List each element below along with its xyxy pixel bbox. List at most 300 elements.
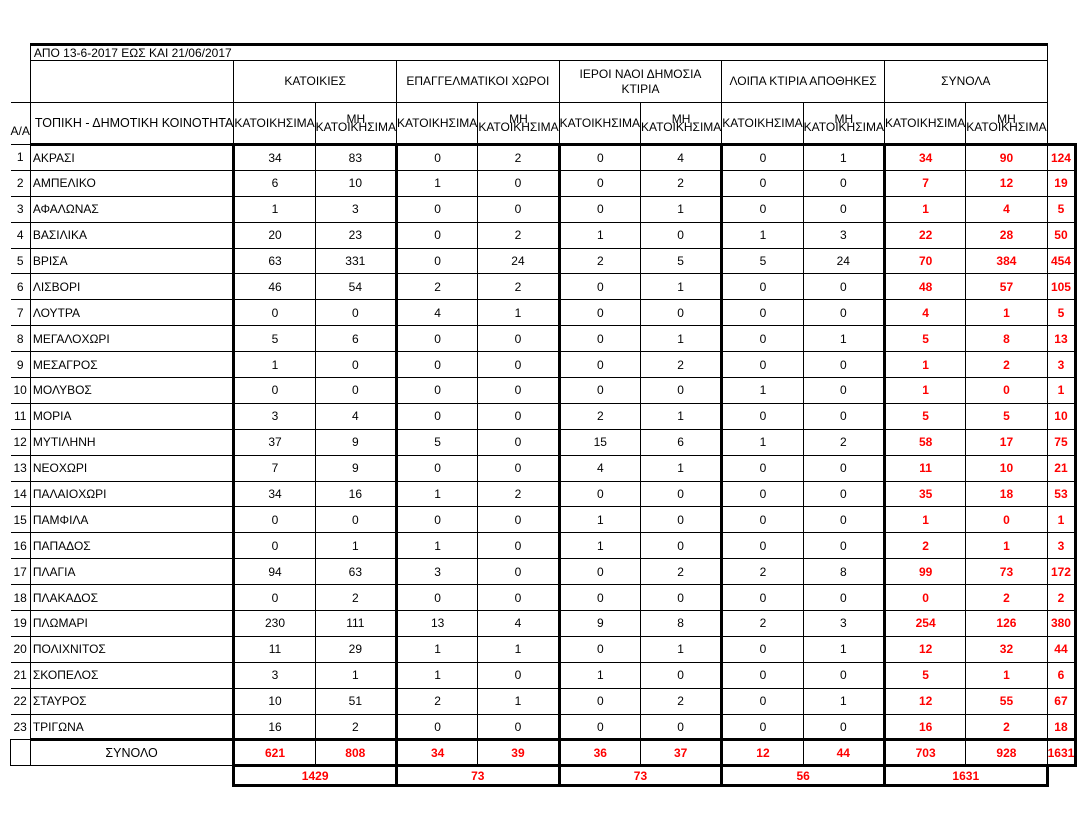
row-subtotal: 32 — [966, 636, 1047, 662]
table-row — [11, 300, 1076, 326]
sub-header-inhabited: ΚΑΤΟΙΚΗΣΙΜΑ — [396, 103, 477, 145]
group-sums-row — [11, 766, 1076, 786]
cell-value: 0 — [722, 688, 803, 714]
community-name: ΠΛΩΜΑΡΙ — [30, 611, 233, 637]
cell-value: 0 — [803, 481, 884, 507]
row-subtotal: 7 — [884, 170, 965, 196]
row-subtotal: 5 — [884, 403, 965, 429]
cell-value: 1 — [478, 300, 559, 326]
cell-value: 23 — [315, 222, 396, 248]
sub-header-not-inhabited: ΜΗ ΚΑΤΟΙΚΗΣΙΜΑ — [966, 103, 1047, 145]
group-sum: 1429 — [234, 766, 397, 786]
cell-value: 2 — [803, 429, 884, 455]
cell-value: 0 — [396, 403, 477, 429]
community-name: ΜΕΓΑΛΟΧΩΡΙ — [30, 326, 233, 352]
cell-value: 6 — [315, 326, 396, 352]
group-header-professional: ΕΠΑΓΓΕΛΜΑΤΙΚΟΙ ΧΩΡΟΙ — [396, 61, 559, 103]
row-subtotal: 57 — [966, 274, 1047, 300]
cell-value: 63 — [315, 559, 396, 585]
cell-value: 0 — [396, 507, 477, 533]
cell-value: 6 — [234, 170, 315, 196]
blank-corner — [11, 45, 31, 61]
community-name: ΜΟΛΥΒΟΣ — [30, 378, 233, 404]
cell-value: 0 — [640, 222, 721, 248]
row-subtotal: 90 — [966, 145, 1047, 171]
cell-value: 0 — [478, 455, 559, 481]
table-row — [11, 611, 1076, 637]
cell-value: 0 — [396, 248, 477, 274]
row-number: 23 — [11, 714, 31, 740]
row-number: 3 — [11, 196, 31, 222]
cell-value: 9 — [315, 429, 396, 455]
cell-value: 1 — [559, 533, 640, 559]
cell-value: 24 — [478, 248, 559, 274]
cell-value: 2 — [640, 352, 721, 378]
cell-value: 2 — [478, 481, 559, 507]
cell-value: 2 — [640, 170, 721, 196]
cell-value: 0 — [478, 585, 559, 611]
row-total: 3 — [1047, 352, 1076, 378]
cell-value: 15 — [559, 429, 640, 455]
table-row — [11, 585, 1076, 611]
cell-value: 1 — [559, 222, 640, 248]
cell-value: 0 — [559, 300, 640, 326]
cell-value: 20 — [234, 222, 315, 248]
cell-value: 1 — [396, 170, 477, 196]
row-total: 5 — [1047, 300, 1076, 326]
row-number: 7 — [11, 300, 31, 326]
cell-value: 24 — [803, 248, 884, 274]
row-subtotal: 254 — [884, 611, 965, 637]
row-subtotal: 11 — [884, 455, 965, 481]
row-subtotal: 18 — [966, 481, 1047, 507]
blank-cell — [11, 740, 31, 766]
row-subtotal: 48 — [884, 274, 965, 300]
cell-value: 2 — [315, 585, 396, 611]
row-total: 454 — [1047, 248, 1076, 274]
cell-value: 54 — [315, 274, 396, 300]
cell-value: 0 — [722, 274, 803, 300]
cell-value: 4 — [640, 145, 721, 171]
row-subtotal: 1 — [966, 662, 1047, 688]
row-subtotal: 12 — [884, 636, 965, 662]
row-subtotal: 1 — [966, 533, 1047, 559]
sub-header-inhabited: ΚΑΤΟΙΚΗΣΙΜΑ — [559, 103, 640, 145]
community-name: ΜΥΤΙΛΗΝΗ — [30, 429, 233, 455]
cell-value: 1 — [640, 403, 721, 429]
blank-cell — [30, 766, 233, 786]
cell-value: 7 — [234, 455, 315, 481]
table-row — [11, 559, 1076, 585]
cell-value: 1 — [640, 196, 721, 222]
cell-value: 0 — [396, 326, 477, 352]
cell-value: 0 — [803, 507, 884, 533]
row-subtotal: 0 — [966, 507, 1047, 533]
cell-value: 0 — [722, 585, 803, 611]
group-header-other-buildings: ΛΟΙΠΑ ΚΤΙΡΙΑ ΑΠΟΘΗΚΕΣ — [722, 61, 885, 103]
table-row — [11, 714, 1076, 740]
row-number: 2 — [11, 170, 31, 196]
row-total: 18 — [1047, 714, 1076, 740]
row-number: 19 — [11, 611, 31, 637]
cell-value: 0 — [803, 403, 884, 429]
cell-value: 4 — [315, 403, 396, 429]
row-total: 50 — [1047, 222, 1076, 248]
row-subtotal: 5 — [966, 403, 1047, 429]
row-subtotal: 384 — [966, 248, 1047, 274]
row-subtotal: 5 — [884, 662, 965, 688]
cell-value: 0 — [559, 196, 640, 222]
row-total: 67 — [1047, 688, 1076, 714]
cell-value: 3 — [315, 196, 396, 222]
cell-value: 0 — [234, 300, 315, 326]
cell-value: 0 — [803, 662, 884, 688]
cell-value: 0 — [315, 378, 396, 404]
row-subtotal: 4 — [884, 300, 965, 326]
row-subtotal: 1 — [884, 378, 965, 404]
table-row — [11, 688, 1076, 714]
community-name: ΠΑΜΦΙΛΑ — [30, 507, 233, 533]
cell-value: 0 — [559, 170, 640, 196]
cell-value: 1 — [315, 533, 396, 559]
cell-value: 0 — [640, 300, 721, 326]
cell-value: 0 — [478, 429, 559, 455]
cell-value: 0 — [722, 145, 803, 171]
aa-header: Α/Α — [11, 103, 31, 145]
table-row — [11, 222, 1076, 248]
row-total: 6 — [1047, 662, 1076, 688]
row-number: 18 — [11, 585, 31, 611]
cell-value: 0 — [640, 378, 721, 404]
table-row — [11, 378, 1076, 404]
cell-value: 0 — [234, 533, 315, 559]
row-subtotal: 1 — [884, 196, 965, 222]
cell-value: 0 — [722, 714, 803, 740]
cell-value: 0 — [478, 662, 559, 688]
community-name: ΠΟΛΙΧΝΙΤΟΣ — [30, 636, 233, 662]
row-number: 10 — [11, 378, 31, 404]
cell-value: 0 — [396, 352, 477, 378]
cell-value: 0 — [640, 533, 721, 559]
row-subtotal: 99 — [884, 559, 965, 585]
totals-label: ΣΥΝΟΛΟ — [30, 740, 233, 766]
cell-value: 0 — [722, 507, 803, 533]
cell-value: 0 — [478, 714, 559, 740]
cell-value: 1 — [396, 636, 477, 662]
group-header-churches-public: ΙΕΡΟΙ ΝΑΟΙ ΔΗΜΟΣΙΑ ΚΤΙΡΙΑ — [559, 61, 722, 103]
cell-value: 2 — [478, 145, 559, 171]
cell-value: 83 — [315, 145, 396, 171]
cell-value: 3 — [234, 403, 315, 429]
cell-value: 2 — [559, 248, 640, 274]
cell-value: 34 — [234, 481, 315, 507]
row-subtotal: 35 — [884, 481, 965, 507]
row-number: 20 — [11, 636, 31, 662]
row-number: 5 — [11, 248, 31, 274]
group-header-totals: ΣΥΝΟΛΑ — [884, 61, 1047, 103]
community-name: ΑΚΡΑΣΙ — [30, 145, 233, 171]
table-row — [11, 662, 1076, 688]
cell-value: 2 — [315, 714, 396, 740]
community-name: ΣΤΑΥΡΟΣ — [30, 688, 233, 714]
community-name: ΠΛΑΚΑΔΟΣ — [30, 585, 233, 611]
row-subtotal: 17 — [966, 429, 1047, 455]
cell-value: 0 — [722, 533, 803, 559]
cell-value: 3 — [803, 222, 884, 248]
cell-value: 0 — [803, 455, 884, 481]
row-total: 380 — [1047, 611, 1076, 637]
row-subtotal: 34 — [884, 145, 965, 171]
cell-value: 0 — [396, 222, 477, 248]
cell-value: 0 — [803, 274, 884, 300]
community-name: ΤΡΙΓΩΝΑ — [30, 714, 233, 740]
sub-header-not-inhabited: ΜΗ ΚΑΤΟΙΚΗΣΙΜΑ — [640, 103, 721, 145]
cell-value: 0 — [478, 403, 559, 429]
sub-header-not-inhabited: ΜΗ ΚΑΤΟΙΚΗΣΙΜΑ — [315, 103, 396, 145]
community-name: ΛΙΣΒΟΡΙ — [30, 274, 233, 300]
group-sum: 73 — [396, 766, 559, 786]
cell-value: 0 — [478, 559, 559, 585]
blank-cell — [1047, 766, 1076, 786]
row-total: 105 — [1047, 274, 1076, 300]
cell-value: 3 — [803, 611, 884, 637]
community-name: ΒΡΙΣΑ — [30, 248, 233, 274]
cell-value: 0 — [478, 196, 559, 222]
row-number: 22 — [11, 688, 31, 714]
cell-value: 0 — [722, 352, 803, 378]
cell-value: 6 — [640, 429, 721, 455]
cell-value: 10 — [234, 688, 315, 714]
grand-total-value: 621 — [234, 740, 315, 766]
grand-total-value: 12 — [722, 740, 803, 766]
cell-value: 1 — [234, 196, 315, 222]
cell-value: 0 — [640, 507, 721, 533]
cell-value: 1 — [803, 326, 884, 352]
cell-value: 0 — [478, 533, 559, 559]
cell-value: 1 — [722, 429, 803, 455]
cell-value: 0 — [559, 559, 640, 585]
table-row — [11, 533, 1076, 559]
cell-value: 46 — [234, 274, 315, 300]
cell-value: 0 — [722, 403, 803, 429]
row-total: 13 — [1047, 326, 1076, 352]
row-number: 4 — [11, 222, 31, 248]
row-total: 5 — [1047, 196, 1076, 222]
cell-value: 0 — [559, 274, 640, 300]
cell-value: 0 — [803, 533, 884, 559]
row-total: 10 — [1047, 403, 1076, 429]
cell-value: 2 — [478, 222, 559, 248]
cell-value: 0 — [478, 352, 559, 378]
cell-value: 2 — [478, 274, 559, 300]
cell-value: 3 — [396, 559, 477, 585]
cell-value: 0 — [722, 326, 803, 352]
table-row — [11, 170, 1076, 196]
row-number: 16 — [11, 533, 31, 559]
cell-value: 5 — [722, 248, 803, 274]
community-name: ΜΟΡΙΑ — [30, 403, 233, 429]
cell-value: 11 — [234, 636, 315, 662]
cell-value: 0 — [803, 585, 884, 611]
cell-value: 1 — [640, 274, 721, 300]
group-header-residences: ΚΑΤΟΙΚΙΕΣ — [234, 61, 397, 103]
cell-value: 2 — [640, 688, 721, 714]
cell-value: 63 — [234, 248, 315, 274]
cell-value: 2 — [640, 559, 721, 585]
group-sum: 56 — [722, 766, 885, 786]
cell-value: 1 — [640, 636, 721, 662]
grand-total-value: 44 — [803, 740, 884, 766]
cell-value: 8 — [803, 559, 884, 585]
cell-value: 16 — [315, 481, 396, 507]
table-row — [11, 455, 1076, 481]
cell-value: 0 — [559, 585, 640, 611]
cell-value: 1 — [478, 688, 559, 714]
row-total: 2 — [1047, 585, 1076, 611]
table-row — [11, 145, 1076, 171]
cell-value: 0 — [559, 688, 640, 714]
cell-value: 0 — [722, 481, 803, 507]
row-subtotal: 58 — [884, 429, 965, 455]
sub-header-not-inhabited: ΜΗ ΚΑΤΟΙΚΗΣΙΜΑ — [803, 103, 884, 145]
cell-value: 4 — [478, 611, 559, 637]
cell-value: 0 — [396, 455, 477, 481]
row-number: 13 — [11, 455, 31, 481]
cell-value: 5 — [234, 326, 315, 352]
cell-value: 0 — [396, 196, 477, 222]
cell-value: 1 — [803, 688, 884, 714]
row-number: 9 — [11, 352, 31, 378]
cell-value: 0 — [722, 455, 803, 481]
community-name: ΠΑΛΑΙΟΧΩΡΙ — [30, 481, 233, 507]
table-row — [11, 248, 1076, 274]
row-subtotal: 55 — [966, 688, 1047, 714]
cell-value: 0 — [559, 636, 640, 662]
cell-value: 0 — [722, 636, 803, 662]
cell-value: 3 — [234, 662, 315, 688]
row-number: 15 — [11, 507, 31, 533]
cell-value: 0 — [559, 714, 640, 740]
row-number: 21 — [11, 662, 31, 688]
grand-total-value: 37 — [640, 740, 721, 766]
sub-header-inhabited: ΚΑΤΟΙΚΗΣΙΜΑ — [234, 103, 315, 145]
cell-value: 2 — [396, 274, 477, 300]
cell-value: 1 — [722, 378, 803, 404]
cell-value: 0 — [478, 507, 559, 533]
cell-value: 0 — [722, 662, 803, 688]
table-row — [11, 481, 1076, 507]
community-name: ΛΟΥΤΡΑ — [30, 300, 233, 326]
cell-value: 0 — [559, 352, 640, 378]
table-row — [11, 636, 1076, 662]
cell-value: 0 — [803, 170, 884, 196]
row-subtotal: 1 — [884, 507, 965, 533]
cell-value: 1 — [640, 326, 721, 352]
cell-value: 8 — [640, 611, 721, 637]
row-total: 124 — [1047, 145, 1076, 171]
row-subtotal: 4 — [966, 196, 1047, 222]
grand-total-value: 808 — [315, 740, 396, 766]
cell-value: 0 — [722, 170, 803, 196]
community-name: ΝΕΟΧΩΡΙ — [30, 455, 233, 481]
row-number: 17 — [11, 559, 31, 585]
row-subtotal: 0 — [884, 585, 965, 611]
cell-value: 0 — [803, 378, 884, 404]
statistics-table — [10, 43, 1077, 787]
community-name: ΑΜΠΕΛΙΚΟ — [30, 170, 233, 196]
cell-value: 4 — [559, 455, 640, 481]
cell-value: 4 — [396, 300, 477, 326]
cell-value: 1 — [559, 507, 640, 533]
row-subtotal: 0 — [966, 378, 1047, 404]
cell-value: 2 — [722, 559, 803, 585]
row-total: 3 — [1047, 533, 1076, 559]
cell-value: 5 — [640, 248, 721, 274]
cell-value: 34 — [234, 145, 315, 171]
row-subtotal: 8 — [966, 326, 1047, 352]
row-subtotal: 73 — [966, 559, 1047, 585]
row-subtotal: 16 — [884, 714, 965, 740]
community-name: ΑΦΑΛΩΝΑΣ — [30, 196, 233, 222]
cell-value: 0 — [559, 378, 640, 404]
cell-value: 1 — [396, 481, 477, 507]
row-subtotal: 2 — [966, 714, 1047, 740]
cell-value: 230 — [234, 611, 315, 637]
cell-value: 16 — [234, 714, 315, 740]
row-total: 19 — [1047, 170, 1076, 196]
cell-value: 29 — [315, 636, 396, 662]
cell-value: 1 — [396, 662, 477, 688]
cell-value: 0 — [803, 714, 884, 740]
row-total: 21 — [1047, 455, 1076, 481]
row-subtotal: 2 — [884, 533, 965, 559]
cell-value: 0 — [559, 481, 640, 507]
row-total: 172 — [1047, 559, 1076, 585]
table-row — [11, 274, 1076, 300]
group-sum: 73 — [559, 766, 722, 786]
cell-value: 0 — [234, 378, 315, 404]
grand-total-value: 34 — [396, 740, 477, 766]
cell-value: 0 — [559, 145, 640, 171]
row-subtotal: 28 — [966, 222, 1047, 248]
table-row — [11, 352, 1076, 378]
cell-value: 0 — [640, 714, 721, 740]
row-subtotal: 70 — [884, 248, 965, 274]
cell-value: 0 — [640, 481, 721, 507]
community-header: ΤΟΠΙΚΗ - ΔΗΜΟΤΙΚΗ ΚΟΙΝΟΤΗΤΑ — [30, 103, 233, 145]
cell-value: 0 — [559, 326, 640, 352]
row-subtotal: 2 — [966, 352, 1047, 378]
cell-value: 1 — [315, 662, 396, 688]
cell-value: 13 — [396, 611, 477, 637]
grand-total-value: 928 — [966, 740, 1047, 766]
cell-value: 1 — [803, 145, 884, 171]
row-total: 1 — [1047, 507, 1076, 533]
cell-value: 9 — [315, 455, 396, 481]
cell-value: 0 — [722, 300, 803, 326]
cell-value: 1 — [234, 352, 315, 378]
row-subtotal: 1 — [884, 352, 965, 378]
totals-row — [11, 740, 1076, 766]
cell-value: 0 — [315, 507, 396, 533]
cell-value: 9 — [559, 611, 640, 637]
cell-value: 0 — [478, 170, 559, 196]
cell-value: 1 — [478, 636, 559, 662]
table-row — [11, 429, 1076, 455]
date-range: ΑΠΟ 13-6-2017 ΕΩΣ ΚΑΙ 21/06/2017 — [30, 45, 1047, 61]
cell-value: 111 — [315, 611, 396, 637]
row-subtotal: 22 — [884, 222, 965, 248]
